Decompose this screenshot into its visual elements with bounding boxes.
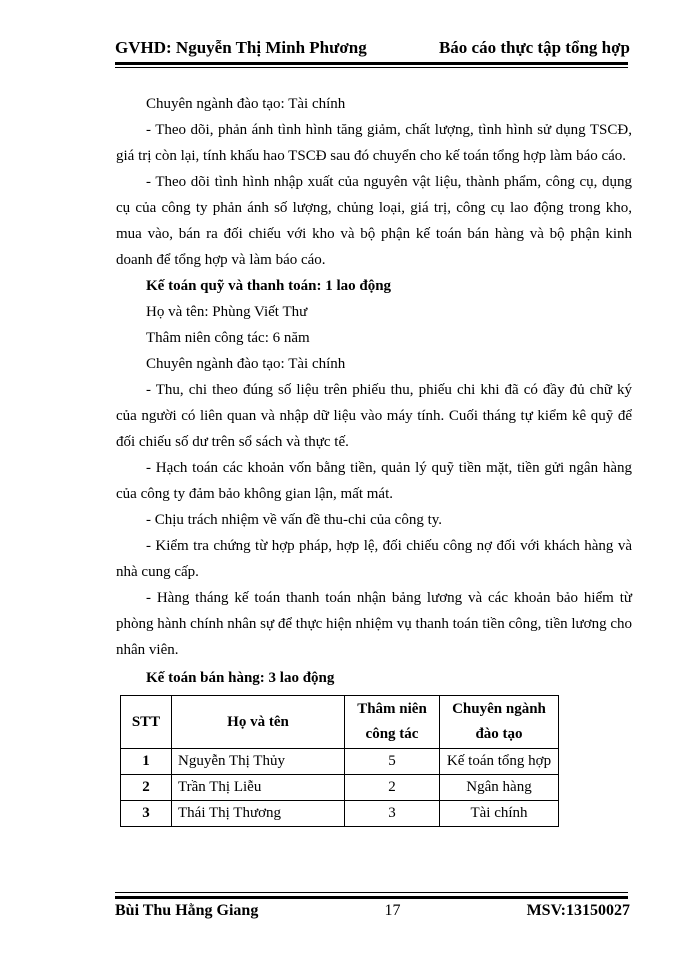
page-body — [116, 91, 632, 827]
report-title: Báo cáo thực tập tổng hợp — [438, 38, 630, 57]
cell-stt: 1 — [121, 749, 172, 775]
paragraph: Thâm niên công tác: 6 năm — [146, 330, 310, 346]
paragraph: Họ và tên: Phùng Viết Thư — [146, 304, 308, 320]
student-id: MSV:13150027 — [526, 902, 630, 919]
cell-seniority: 5 — [345, 749, 440, 775]
col-header-name: Họ và tên — [172, 696, 345, 749]
paragraph: - Kiểm tra chứng từ hợp pháp, hợp lệ, đối chiếu công nợ đối với khách hàng và nhà cung cấp. — [116, 538, 632, 580]
col-header-major: Chuyên ngành đào tạo — [440, 696, 559, 749]
cell-major: Tài chính — [440, 801, 559, 827]
footer-rule-thin — [115, 892, 628, 893]
paragraph: - Theo dõi tình hình nhập xuất của nguyên vật liệu, thành phẩm, công cụ, dụng cụ của công ty phản ánh số lượng, chủng loại, giá trị, công cụ lao động trong kho, mua vào, bán ra đối chiếu với kho và bộ phận kế toán bán hàng và bộ phận kinh doanh để tổng hợp và làm báo cáo. — [116, 174, 632, 268]
table-row — [121, 801, 559, 827]
paragraph: Chuyên ngành đào tạo: Tài chính — [146, 356, 346, 372]
cell-seniority: 3 — [345, 801, 440, 827]
cell-major: Kế toán tổng hợp — [440, 749, 559, 775]
paragraph: Chuyên ngành đào tạo: Tài chính — [146, 96, 346, 112]
cell-major: Ngân hàng — [440, 775, 559, 801]
cell-name: Nguyễn Thị Thủy — [172, 749, 345, 775]
cell-stt: 2 — [121, 775, 172, 801]
header-rule-thin — [115, 67, 628, 68]
footer-rule-thick — [115, 896, 628, 899]
col-header-seniority: Thâm niên công tác — [345, 696, 440, 749]
section-title: Kế toán quỹ và thanh toán: 1 lao động — [146, 278, 392, 294]
cell-name: Trần Thị Liễu — [172, 775, 345, 801]
advisor-label: GVHD: Nguyễn Thị Minh Phương — [115, 38, 367, 57]
col-header-stt: STT — [121, 696, 172, 749]
paragraph: - Theo dõi, phản ánh tình hình tăng giảm, chất lượng, tình hình sử dụng TSCĐ, giá trị còn lại, tính khấu hao TSCĐ sau đó chuyển cho kế toán tổng hợp làm báo cáo. — [116, 122, 632, 164]
cell-name: Thái Thị Thương — [172, 801, 345, 827]
cell-stt: 3 — [121, 801, 172, 827]
page-number: 17 — [384, 902, 401, 919]
staff-table — [120, 695, 559, 827]
paragraph: - Chịu trách nhiệm về vấn đề thu-chi của công ty. — [146, 512, 443, 528]
header-rule-thick — [115, 62, 628, 65]
section-title: Kế toán bán hàng: 3 lao động — [146, 670, 335, 686]
table-row — [121, 749, 559, 775]
paragraph: - Hàng tháng kế toán thanh toán nhận bảng lương và các khoản bảo hiểm từ phòng hành chính nhân sự để thực hiện nhiệm vụ thanh toán tiền công, tiền lương cho nhân viên. — [116, 590, 632, 658]
cell-seniority: 2 — [345, 775, 440, 801]
table-header-row — [121, 696, 559, 749]
author-name: Bùi Thu Hằng Giang — [115, 902, 259, 919]
paragraph: - Hạch toán các khoản vốn bằng tiền, quản lý quỹ tiền mặt, tiền gửi ngân hàng của công ty đảm bảo không gian lận, mất mát. — [116, 460, 632, 502]
table-row — [121, 775, 559, 801]
page-header — [115, 38, 630, 58]
paragraph: - Thu, chi theo đúng số liệu trên phiếu thu, phiếu chi khi đã có đầy đủ chữ ký của người có liên quan và nhập dữ liệu vào máy tính. Cuối tháng tự kiểm kê quỹ để đối chiếu số dư trên sổ sách và thực tế. — [116, 382, 632, 450]
page-footer — [115, 902, 630, 920]
